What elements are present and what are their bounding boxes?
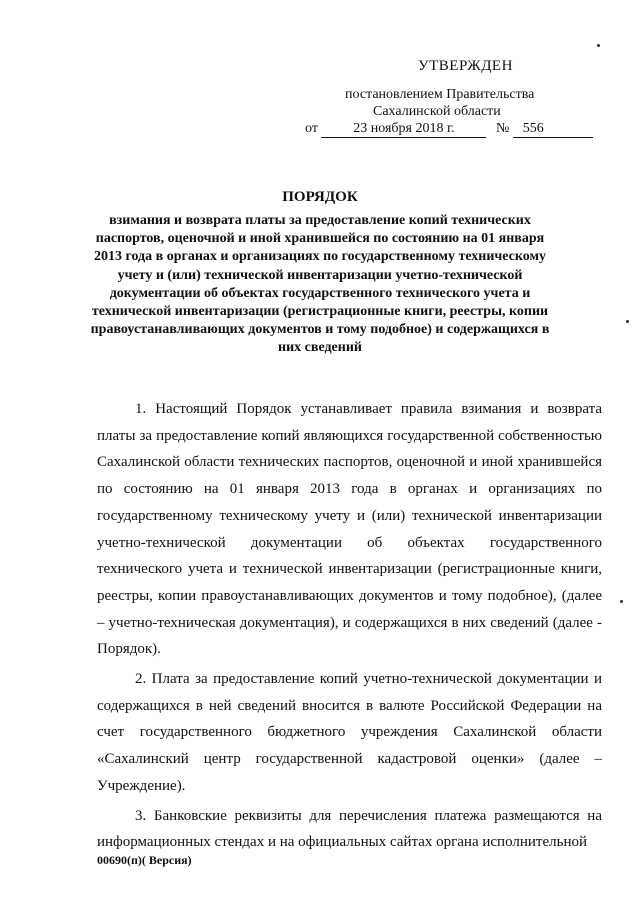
- decree-number: 556: [513, 121, 593, 138]
- document-footer-code: 00690(п)( Версия): [97, 853, 192, 867]
- decree-issuer-line1: постановлением Правительства: [345, 87, 535, 102]
- approval-stamp-title: УТВЕРЖДЕН: [418, 58, 513, 74]
- decree-date-number: [305, 121, 593, 138]
- paragraph-2: 2. Плата за предоставление копий учетно-технической документации и содержащихся в ней сведений вносится в валюте Российской Федерации на счет государственного бюджетного учреждения Сахалинской области «Сахалинский центр государственной кадастровой оценки» (далее – Учреждение).: [97, 671, 602, 794]
- document-title: ПОРЯДОК: [282, 189, 358, 205]
- decree-date: 23 ноября 2018 г.: [321, 121, 486, 138]
- date-prefix: от: [305, 121, 318, 136]
- paragraph-1: 1. Настоящий Порядок устанавливает правила взимания и возврата платы за предоставление копий являющихся государственной собственностью Сахалинской области технических паспортов, оценочной и иной хранившейся по состоянию на 01 января 2013 года в органах и организациях по государственному техническому учету и (или) технической инвентаризации учетно-технической документации об объектах государственного технического учета и технической инвентаризации (регистрационные книги, реестры, копии правоустанавливающих документов и тому подобное), (далее – учетно-техническая документация), и содержащихся в них сведений (далее - Порядок).: [97, 401, 602, 658]
- scan-speck: [626, 320, 629, 323]
- paragraph-3: 3. Банковские реквизиты для перечисления платежа размещаются на информационных стендах и на официальных сайтах органа исполнительной: [97, 807, 602, 851]
- decree-issuer-line2: Сахалинской области: [373, 104, 501, 119]
- scan-speck: [620, 600, 623, 603]
- scan-speck: [597, 44, 600, 47]
- document-subtitle: взимания и возврата платы за предоставление копий технических паспортов, оценочной и иной хранившейся по состоянию на 01 января 2013 года в органах и организациях по государственному техническому учету и (или) технической инвентаризации учетно-технической документации об объектах государственного технического учета и технической инвентаризации (регистрационные книги, реестры, копии правоустанавливающих документов и тому подобное) и содержащихся в них сведений: [90, 213, 550, 356]
- number-prefix: №: [495, 121, 510, 136]
- document-body: [97, 396, 602, 856]
